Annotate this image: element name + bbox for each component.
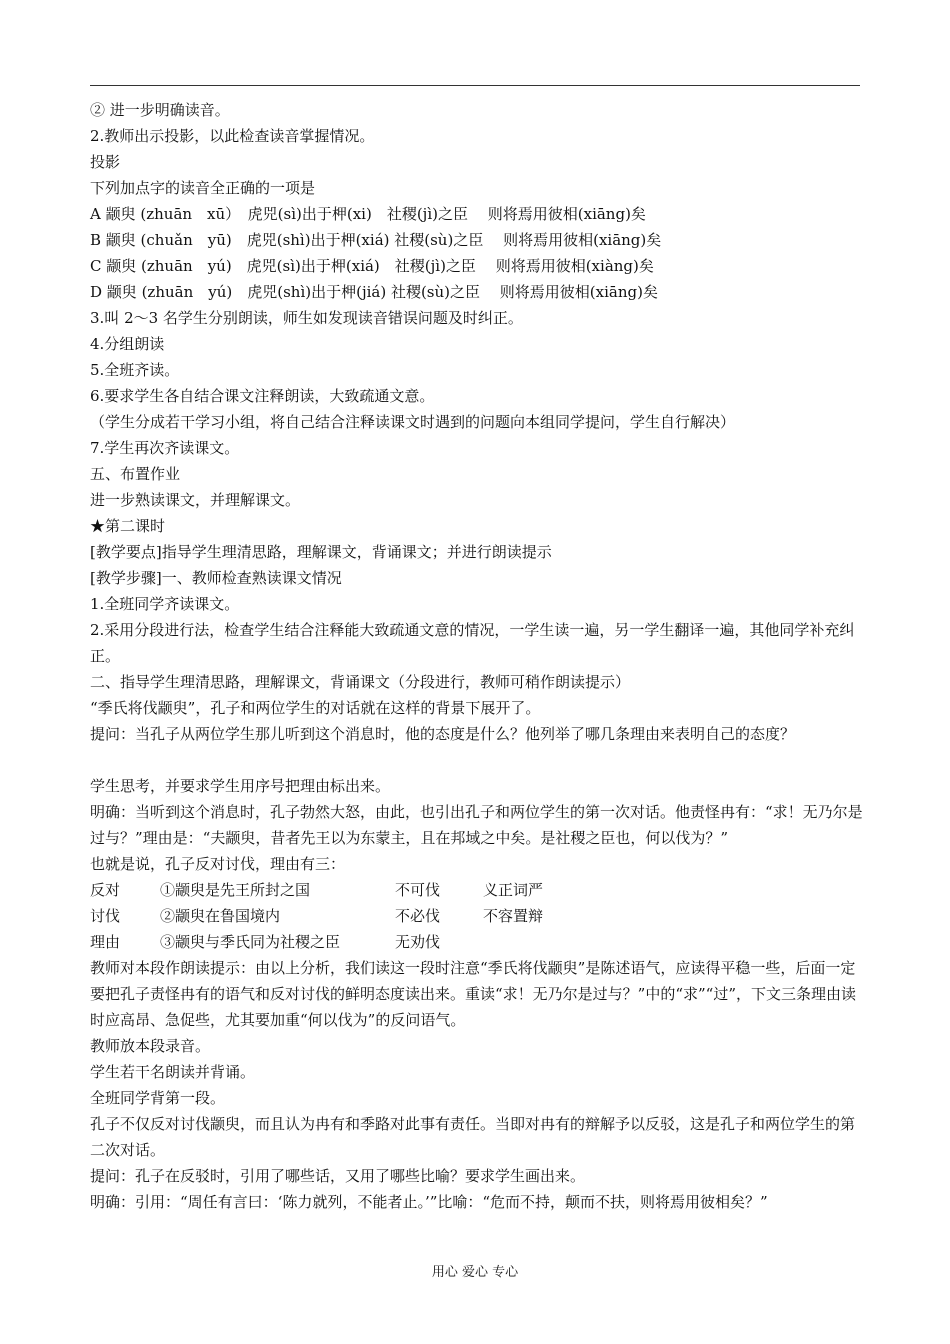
paragraph: 学生若干名朗读并背诵。 <box>90 1063 256 1081</box>
paragraph: “季氏将伐颛臾”，孔子和两位学生的对话就在这样的背景下展开了。 <box>90 699 541 717</box>
table-cell: 无劝伐 <box>395 933 441 951</box>
text-line: 1.全班同学齐读课文。 <box>90 595 240 613</box>
option-c: C 颛臾 (zhuān yú) 虎兕(sì)出于柙(xiá) 社稷(jì)之臣 则将焉用彼相(xiàng)矣 <box>90 257 654 275</box>
paragraph: 孔子不仅反对讨伐颛臾，而且认为冉有和季路对此事有责任。当即对冉有的辩解予以反驳，这是孔子和两位学生的第二次对话。 <box>90 1115 856 1159</box>
paragraph: 教师对本段作朗读提示：由以上分析，我们读这一段时注意“季氏将伐颛臾”是陈述语气，应读得平稳一些，后面一定要把孔子责怪冉有的语气和反对讨伐的鲜明态度读出来。重读“求！无乃尔是过与？”中的“求”“过”，下文三条理由读时应高昂、急促些，尤其要加重“何以伐为”的反问语气。 <box>90 959 857 1029</box>
table-row <box>90 929 865 955</box>
text-line: 5.全班齐读。 <box>90 361 180 379</box>
paragraph: 明确：当听到这个消息时，孔子勃然大怒，由此，也引出孔子和两位学生的第一次对话。他责怪冉有：“求！无乃尔是过与？”理由是：“夫颛臾，昔者先王以为东蒙主，且在邦域之中矣。是社稷之臣也，何以伐为？” <box>90 803 863 847</box>
text-line: ② 进一步明确读音。 <box>90 101 230 119</box>
text-line: 6.要求学生各自结合课文注释朗读，大致疏通文意。 <box>90 387 435 405</box>
paragraph: 全班同学背第一段。 <box>90 1089 226 1107</box>
text-line: 2.教师出示投影，以此检查读音掌握情况。 <box>90 127 375 145</box>
document-body <box>90 97 865 1215</box>
text-line: 7.学生再次齐读课文。 <box>90 439 240 457</box>
paragraph: 2.采用分段进行法，检查学生结合注释能大致疏通文意的情况，一学生读一遍，另一学生翻译一遍，其他同学补充纠正。 <box>90 621 855 665</box>
text-line: （学生分成若干学习小组，将自己结合注释读课文时遇到的问题向本组同学提问，学生自行解决） <box>90 413 736 431</box>
page-footer: 用心 爱心 专心 <box>431 1265 519 1280</box>
table-row <box>90 903 865 929</box>
text-line: 4.分组朗读 <box>90 335 165 353</box>
option-b: B 颛臾 (chuǎn yū) 虎兕(shì)出于柙(xiá) 社稷(sù)之臣 则将焉用彼相(xiāng)矣 <box>90 231 662 249</box>
table-cell: ①颛臾是先王所封之国 <box>160 881 311 899</box>
table-cell: 义正词严 <box>483 881 544 899</box>
text-line: 进一步熟读课文，并理解课文。 <box>90 491 301 509</box>
table-cell: 反对 <box>90 881 121 899</box>
table-cell: ③颛臾与季氏同为社稷之臣 <box>160 933 341 951</box>
option-a: A 颛臾 (zhuān xū） 虎兕(sì)出于柙(xi) 社稷(jì)之臣 则将焉用彼相(xiāng)矣 <box>90 205 646 223</box>
text-line: [教学步骤]一、教师检查熟读课文情况 <box>90 569 342 587</box>
paragraph: 二、指导学生理清思路，理解课文，背诵课文（分段进行，教师可稍作朗读提示） <box>90 673 631 691</box>
blank-line <box>90 747 865 773</box>
text-line: 投影 <box>90 153 121 171</box>
paragraph: 学生思考，并要求学生用序号把理由标出来。 <box>90 777 391 795</box>
table-cell: ②颛臾在鲁国境内 <box>160 907 281 925</box>
text-line: [教学要点]指导学生理清思路，理解课文，背诵课文；并进行朗读提示 <box>90 543 552 561</box>
paragraph: 也就是说，孔子反对讨伐，理由有三： <box>90 855 346 873</box>
table-cell: 讨伐 <box>90 907 121 925</box>
paragraph: 教师放本段录音。 <box>90 1037 211 1055</box>
text-line: 下列加点字的读音全正确的一项是 <box>90 179 316 197</box>
table-cell: 理由 <box>90 933 121 951</box>
paragraph: 提问：当孔子从两位学生那儿听到这个消息时，他的态度是什么？他列举了哪几条理由来表明自己的态度？ <box>90 725 796 743</box>
paragraph: 明确：引用：“周任有言曰：‘陈力就列，不能者止。’”比喻：“危而不持，颠而不扶，则将焉用彼相矣？” <box>90 1193 768 1211</box>
reasons-table <box>90 877 865 955</box>
table-row <box>90 877 865 903</box>
table-cell: 不必伐 <box>395 907 441 925</box>
table-cell: 不可伐 <box>395 881 441 899</box>
text-line: 3.叫 2～3 名学生分别朗读，师生如发现读音错误问题及时纠正。 <box>90 309 523 327</box>
header-rule <box>90 85 860 86</box>
paragraph: 提问：孔子在反驳时，引用了哪些话，又用了哪些比喻？要求学生画出来。 <box>90 1167 586 1185</box>
table-cell: 不容置辩 <box>483 907 544 925</box>
option-d: D 颛臾 (zhuān yú) 虎兕(shì)出于柙(jiá) 社稷(sù)之臣 则将焉用彼相(xiāng)矣 <box>90 283 658 301</box>
section-heading: 五、布置作业 <box>90 465 181 483</box>
section-heading: ★第二课时 <box>90 517 166 535</box>
